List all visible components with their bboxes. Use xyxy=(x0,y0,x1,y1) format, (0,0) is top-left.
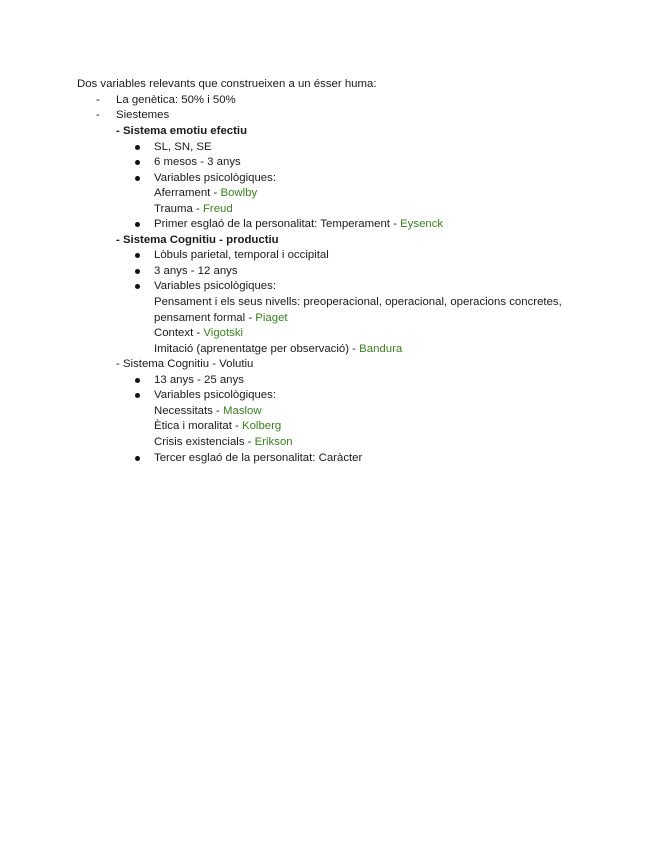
variable-line xyxy=(154,342,402,356)
author-name: Maslow xyxy=(223,405,262,417)
list-item: Lòbuls parietal, temporal i occipital xyxy=(154,249,329,261)
variable-text: pensament formal - xyxy=(154,312,256,324)
variable-line xyxy=(154,419,281,433)
list-item: 6 mesos - 3 anys xyxy=(154,156,241,168)
author-name: Piaget xyxy=(255,312,288,324)
bullet-dot xyxy=(135,222,140,227)
variable-line xyxy=(154,311,288,325)
bullet-dot xyxy=(135,378,140,383)
list-item: Tercer esglaó de la personalitat: Caràcter xyxy=(154,452,363,464)
variable-text: Crisis existencials - xyxy=(154,436,255,448)
variable-text: Ètica i moralitat - xyxy=(154,420,242,432)
section-heading-emotiu: - Sistema emotiu efectiu xyxy=(116,125,248,137)
variable-line: Pensament i els seus nivells: preoperacional, operacional, operacions concretes, xyxy=(154,296,562,308)
variable-text: Context - xyxy=(154,327,204,339)
list-item: Variables psicològiques: xyxy=(154,172,276,184)
variable-line xyxy=(154,186,257,200)
item-siestemes: Siestemes xyxy=(116,109,170,121)
variable-text: Trauma - xyxy=(154,203,203,215)
list-item: Variables psicològiques: xyxy=(154,280,276,292)
section-heading-cognitiu-productiu: - Sistema Cognitiu - productiu xyxy=(116,234,279,246)
bullet-dot xyxy=(135,160,140,165)
list-item: 13 anys - 25 anys xyxy=(154,374,244,386)
bullet-dot xyxy=(135,269,140,274)
intro-line: Dos variables relevants que construeixen a un ésser huma: xyxy=(77,78,377,90)
author-name: Eysenck xyxy=(400,218,444,230)
variable-line xyxy=(154,326,243,340)
bullet-dot xyxy=(135,253,140,258)
bullet-dot xyxy=(135,284,140,289)
variable-line xyxy=(154,202,233,216)
variable-text: Primer esglaó de la personalitat: Temperament - xyxy=(154,218,401,230)
author-name: Vigotski xyxy=(203,327,244,339)
list-item: SL, SN, SE xyxy=(154,141,212,153)
bullet-dot xyxy=(135,393,140,398)
section-heading-cognitiu-volutiu: - Sistema Cognitiu - Volutiu xyxy=(116,358,254,370)
bullet-dot xyxy=(135,456,140,461)
list-item: 3 anys - 12 anys xyxy=(154,265,238,277)
author-name: Kolberg xyxy=(241,420,282,432)
variable-line xyxy=(154,435,293,449)
item-genetica: La genètica: 50% i 50% xyxy=(116,94,236,106)
list-item: Variables psicològiques: xyxy=(154,389,276,401)
list-item xyxy=(154,217,443,231)
dash-bullet: - xyxy=(96,109,100,121)
dash-bullet: - xyxy=(96,94,100,106)
author-name: Freud xyxy=(202,203,233,215)
author-name: Bowlby xyxy=(220,187,258,199)
bullet-dot xyxy=(135,176,140,181)
variable-text: Imitació (aprenentatge per observació) - xyxy=(154,343,360,355)
variable-text: Aferrament - xyxy=(154,187,221,199)
variable-line xyxy=(154,404,262,418)
author-name: Erikson xyxy=(254,436,293,448)
bullet-dot xyxy=(135,145,140,150)
author-name: Bandura xyxy=(359,343,403,355)
variable-text: Necessitats - xyxy=(154,405,223,417)
